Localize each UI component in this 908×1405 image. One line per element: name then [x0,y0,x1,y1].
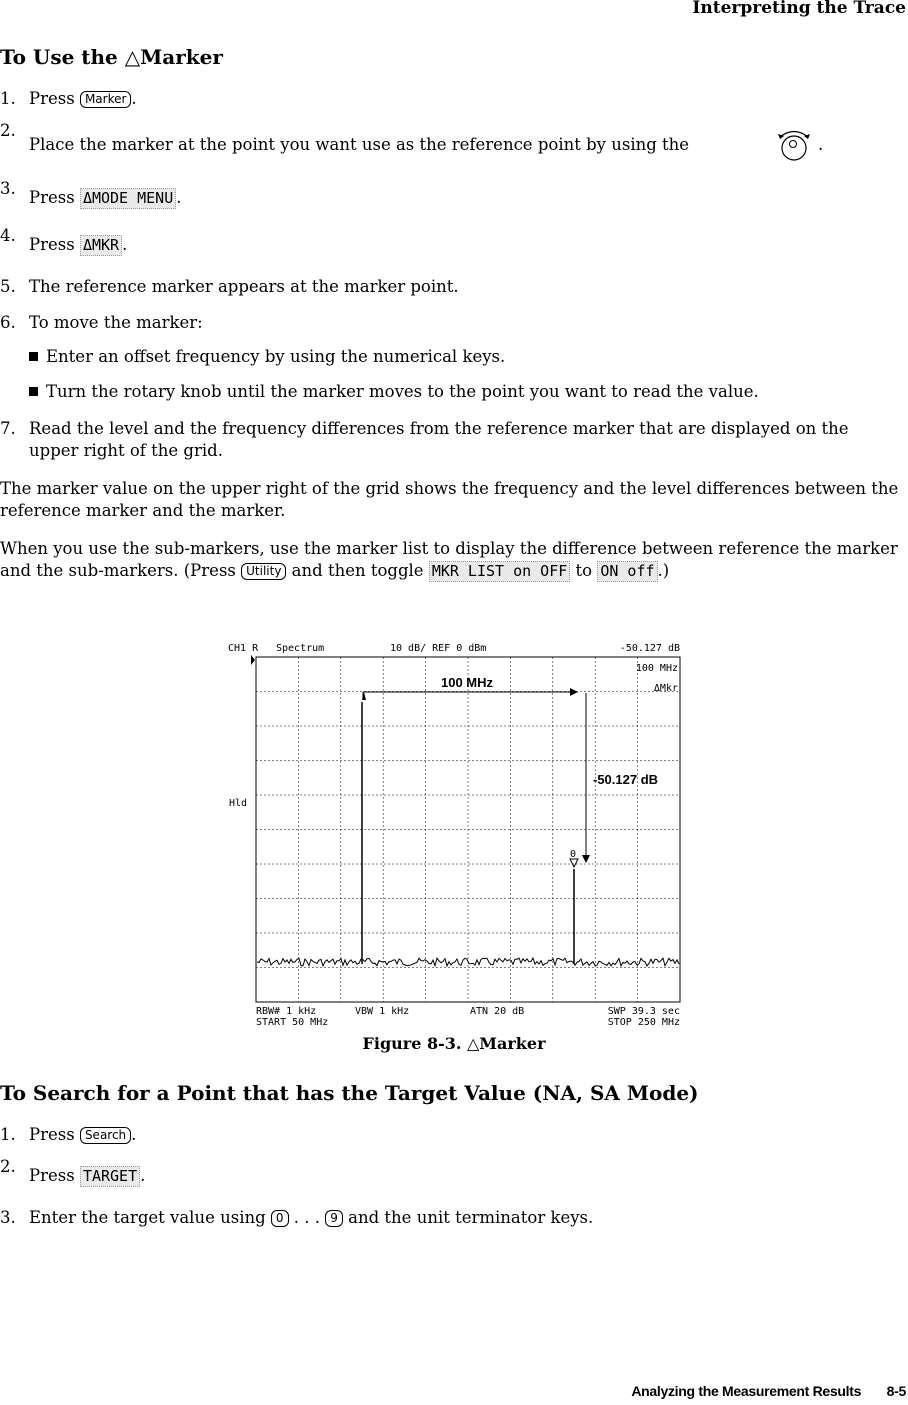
page-footer [631,1383,906,1399]
step-3 [0,179,900,207]
section-title-target-search: To Search for a Point that has the Target Value (NA, SA Mode) [0,1081,699,1105]
paragraph-text: .) [657,561,670,580]
step-3 [0,1207,900,1229]
delta-marker-icon [570,859,578,867]
marker-level-readout: -50.127 dB [619,643,680,654]
step-2 [0,1157,900,1185]
target-softkey[interactable]: TARGET [80,1166,140,1187]
digit-9-hardkey[interactable]: 9 [325,1210,343,1227]
step-1 [0,1124,900,1146]
rotary-knob-icon[interactable] [772,128,820,162]
bullet-item [29,346,889,368]
step-4 [0,226,900,254]
vbw-label: VBW 1 kHz [355,1006,410,1017]
step-text: . [176,188,182,207]
delta-mkr-softkey[interactable]: ΔMKR [80,235,122,256]
scale-label: 10 dB/ REF 0 dBm [390,643,487,654]
rbw-label: RBW# 1 kHz [256,1006,317,1017]
paragraph-text: to [570,561,598,580]
arrow-down-icon [582,855,590,863]
step-number: 6. [0,313,16,332]
mode-label: Spectrum [276,643,325,654]
utility-hardkey[interactable]: Utility [241,563,286,580]
start-freq-label: START 50 MHz [256,1017,329,1028]
step-5 [0,276,900,298]
arrow-right-icon [570,688,578,696]
step-text: To move the marker: [29,313,203,332]
bullet-text: Enter an offset frequency by using the numerical keys. [46,347,506,366]
marker-freq-readout: 100 MHz [635,663,678,674]
step-number: 2. [0,1157,16,1176]
marker-zero-label: 0 [570,849,577,860]
step-text: The reference marker appears at the marker point. [29,277,459,296]
spectrum-trace [257,958,679,966]
paragraph-sub-markers [0,538,906,582]
step-number: 3. [0,179,16,198]
freq-delta-annotation: 100 MHz [441,675,494,690]
hold-label: Hld [229,798,248,809]
ref-level-pointer [251,655,255,665]
step-number: 3. [0,1208,16,1227]
marker-hardkey[interactable]: Marker [80,91,131,108]
search-hardkey[interactable]: Search [80,1127,131,1144]
figure-caption: Figure 8-3. △Marker [362,1034,546,1053]
sweep-label: SWP 39.3 sec [607,1006,680,1017]
digit-0-hardkey[interactable]: 0 [271,1210,289,1227]
step-text: and the unit terminator keys. [342,1208,594,1227]
step-7 [0,418,890,462]
step-text: Enter the target value using [29,1208,271,1227]
step-text: Place the marker at the point you want use as the reference point by using the [29,135,690,154]
step-number: 4. [0,226,16,245]
step-text: . [131,1125,137,1144]
step-6 [0,312,900,334]
step-number: 7. [0,419,16,438]
step-number: 1. [0,1125,16,1144]
paragraph-text: When you use the sub-markers, use the marker list to display the difference between reference the marker and the sub-markers. (Press [0,539,898,580]
step-text: . [818,135,824,154]
mkr-list-softkey[interactable]: MKR LIST on OFF [429,561,570,582]
marker-type-readout: ΔMkr [653,683,678,694]
step-text: . [122,235,128,254]
atn-label: ATN 20 dB [470,1006,525,1017]
step-text: Press [29,1125,80,1144]
level-delta-annotation: -50.127 dB [593,772,659,787]
spectrum-display [220,636,690,1031]
bullet-item [29,381,899,403]
paragraph-marker-value: The marker value on the upper right of the grid shows the frequency and the level differences between the reference marker and the marker. [0,479,899,520]
step-text: Press [29,89,80,108]
step-number: 5. [0,277,16,296]
step-2 [0,121,906,154]
step-number: 2. [0,121,16,140]
graticule-grid [256,657,680,1002]
analyzer-screen [220,636,690,1031]
bullet-icon [29,352,38,361]
channel-label: CH1 R [228,643,259,654]
delta-mode-menu-softkey[interactable]: ΔMODE MENU [80,188,176,209]
paragraph-text: and then toggle [286,561,429,580]
stop-freq-label: STOP 250 MHz [607,1017,680,1028]
step-text: Press [29,235,80,254]
step-text: . [131,89,137,108]
step-number: 1. [0,89,16,108]
section-title-delta-marker: To Use the △Marker [0,45,223,69]
step-text: Press [29,188,80,207]
step-1 [0,88,900,110]
footer-section-title: Analyzing the Measurement Results [631,1383,862,1399]
step-text: . [140,1166,146,1185]
step-text: Press [29,1166,80,1185]
bullet-text: Turn the rotary knob until the marker moves to the point you want to read the value. [46,382,759,401]
step-text: Read the level and the frequency differences from the reference marker that are displayed on the upper right of the grid. [29,419,849,460]
on-off-softkey[interactable]: ON off [597,561,657,582]
step-text: . . . [288,1208,326,1227]
running-header: Interpreting the Trace [692,0,906,18]
bullet-icon [29,387,38,396]
page-number: 8-5 [886,1383,906,1399]
